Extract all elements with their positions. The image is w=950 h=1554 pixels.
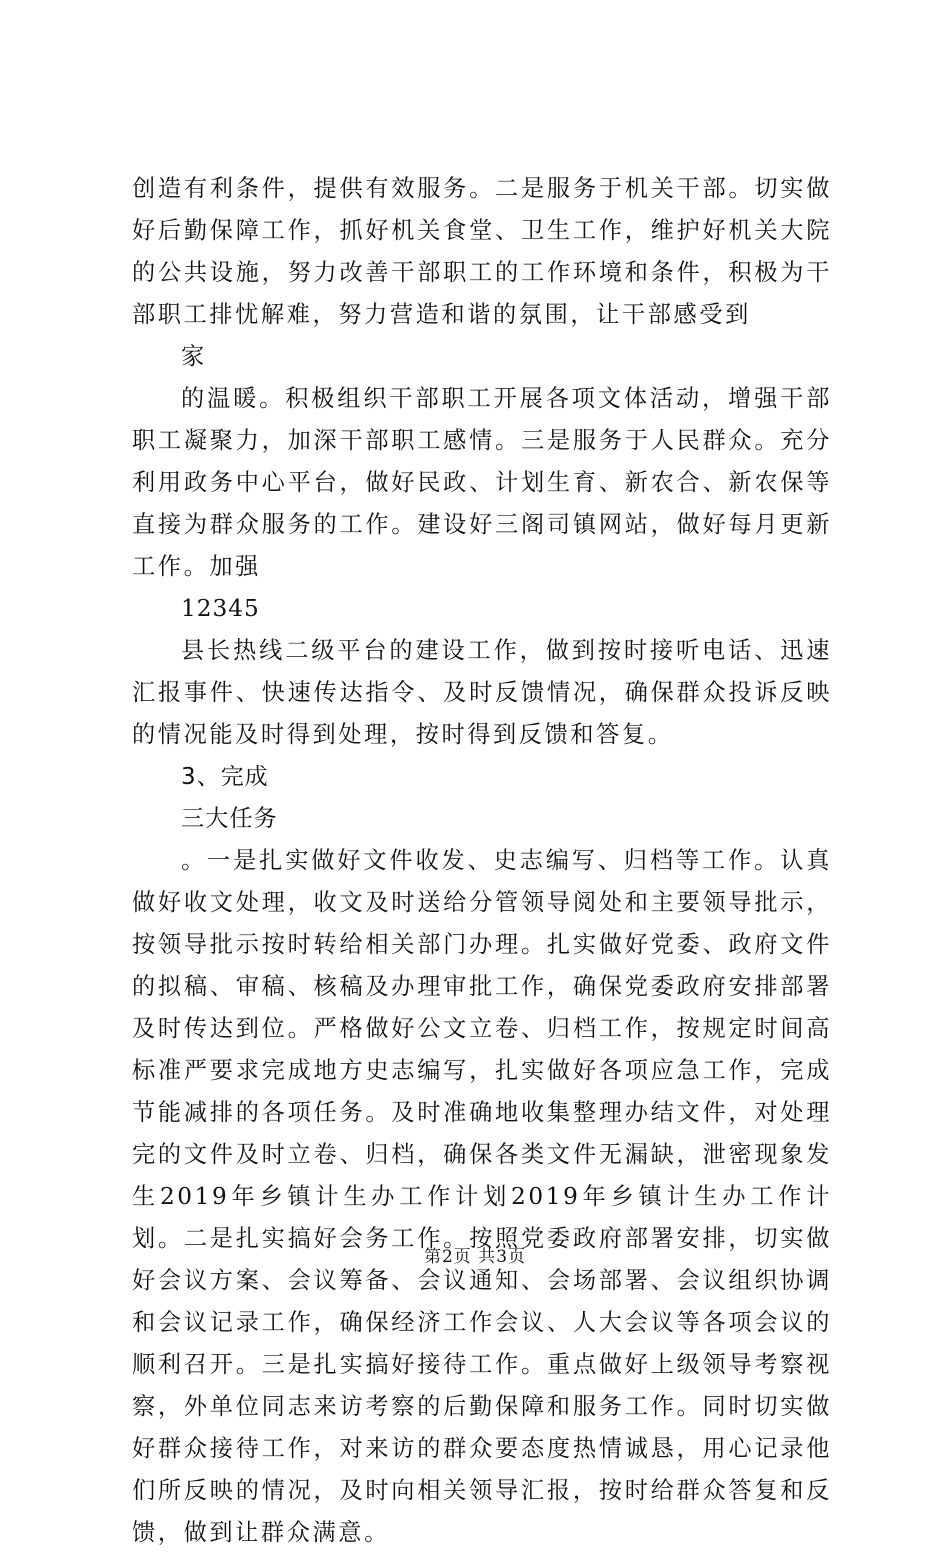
document-body (132, 168, 832, 1554)
paragraph-three-tasks: 。一是扎实做好文件收发、史志编写、归档等工作。认真做好收文处理，收文及时送给分管领导阅处和主要领导批示，按领导批示按时转给相关部门办理。扎实做好党委、政府文件的拟稿、审稿、核稿及办理审批工作，确保党委政府安排部署及时传达到位。严格做好公文立卷、归档工作，按规定时间高标准严要求完成地方史志编写，扎实做好各项应急工作，完成节能减排的各项任务。及时准确地收集整理办结文件，对处理完的文件及时立卷、归档，确保各类文件无漏缺，泄密现象发生2019年乡镇计生办工作计划2019年乡镇计生办工作计划。二是扎实搞好会务工作。按照党委政府部署安排，切实做好会议方案、会议筹备、会议通知、会场部署、会议组织协调和会议记录工作，确保经济工作会议、人大会议等各项会议的顺利召开。三是扎实搞好接待工作。重点做好上级领导考察视察，外单位同志来访考察的后勤保障和服务工作。同时切实做好群众接待工作，对来访的群众要态度热情诚恳，用心记录他们所反映的情况，及时向相关领导汇报，按时给群众答复和反馈，做到让群众满意。 (132, 847, 832, 1546)
fragment-hotline-number: 12345 (181, 595, 260, 622)
paragraph-service-cadres: 创造有利条件，提供有效服务。二是服务于机关干部。切实做好后勤保障工作，抓好机关食堂、卫生工作，维护好机关大院的公共设施，努力改善干部职工的工作环境和条件，积极为干部职工排忧解难，努力营造和谐的氛围，让干部感受到 (132, 175, 832, 328)
fragment-three-tasks: 三大任务 (181, 805, 278, 832)
page-footer: 第2页 共3页 (423, 1247, 527, 1267)
paragraph-service-public: 的温暖。积极组织干部职工开展各项文体活动，增强干部职工凝聚力，加深干部职工感情。三是服务于人民群众。充分利用政务中心平台，做好民政、计划生育、新农合、新农保等直接为群众服务的工作。建设好三阁司镇网站，做好每月更新工作。加强 (132, 385, 832, 580)
section-heading: 3、完成 (181, 764, 269, 790)
fragment-home: 家 (181, 343, 206, 370)
paragraph-hotline: 县长热线二级平台的建设工作，做到按时接听电话、迅速汇报事件、快速传达指令、及时反馈情况，确保群众投诉反映的情况能及时得到处理，按时得到反馈和答复。 (132, 637, 832, 748)
